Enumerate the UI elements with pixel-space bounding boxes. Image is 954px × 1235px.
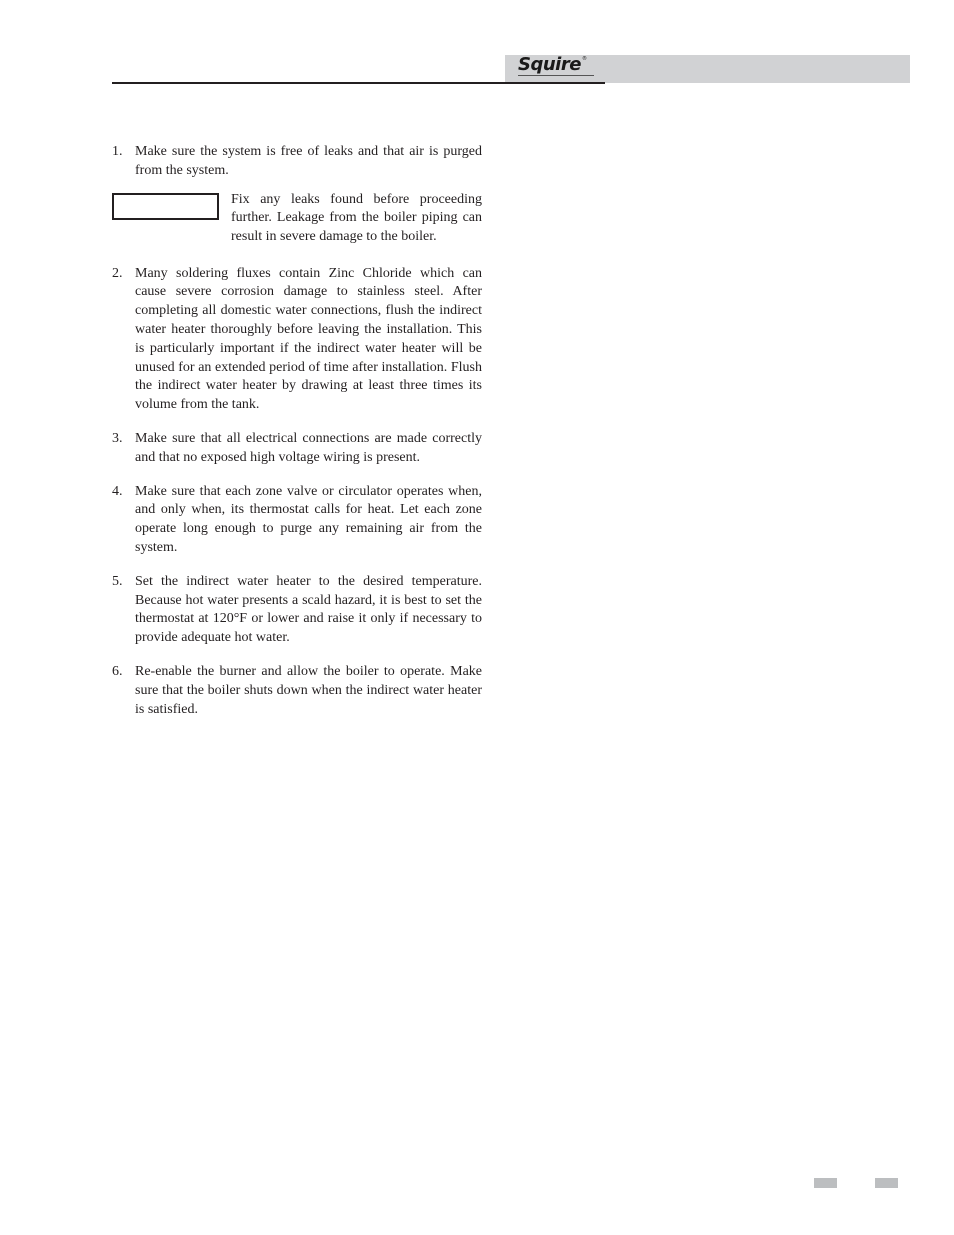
footer-section-box	[814, 1178, 837, 1188]
step-text: Set the indirect water heater to the desired temperature. Because hot water presents a scald hazard, it is best to set the thermostat at 120°F or lower and raise it only if necessary to provide adequate hot water.	[135, 573, 482, 646]
step-6	[112, 663, 482, 719]
step-text: Many soldering fluxes contain Zinc Chloride which can cause severe corrosion damage to stainless steel. After completing all domestic water connections, flush the indirect water heater thoroughly before leaving the installation. This is particularly important if the indirect water heater will be unused for an extended period of time after installation. Flush the indirect water heater by drawing at least three times its volume from the tank.	[135, 265, 482, 413]
step-number: 2.	[112, 265, 123, 281]
step-text: Make sure that all electrical connections are made correctly and that no exposed high voltage wiring is present.	[135, 430, 482, 465]
step-number: 3.	[112, 430, 123, 446]
step-2	[112, 265, 482, 415]
step-3	[112, 430, 482, 468]
procedure-content	[112, 143, 482, 719]
footer-page-box	[875, 1178, 898, 1188]
step-text: Make sure the system is free of leaks and that air is purged from the system.	[135, 144, 482, 178]
notice-label-box	[112, 193, 219, 220]
step-4	[112, 483, 482, 558]
step-text: Make sure that each zone valve or circulator operates when, and only when, its thermostat calls for heat. Let each zone operate long enough to purge any remaining air from the system.	[135, 483, 482, 555]
step-number: 1.	[112, 144, 123, 159]
squire-logo	[514, 56, 594, 82]
step-text: Re-enable the burner and allow the boiler to operate. Make sure that the boiler shuts down when the indirect water heater is satisfied.	[135, 663, 482, 717]
logo-tagline-icon	[518, 74, 594, 77]
step-number: 4.	[112, 483, 123, 499]
notice-block	[112, 191, 482, 249]
step-number: 6.	[112, 663, 123, 679]
step-5	[112, 573, 482, 648]
logo-wordmark: Squire	[518, 54, 581, 75]
logo-registered-mark: ®	[582, 56, 587, 62]
step-number: 5.	[112, 573, 123, 589]
notice-text: Fix any leaks found before proceeding further. Leakage from the boiler piping can result in severe damage to the boiler.	[231, 191, 482, 245]
header-rule	[112, 82, 605, 84]
step-1	[112, 143, 482, 181]
